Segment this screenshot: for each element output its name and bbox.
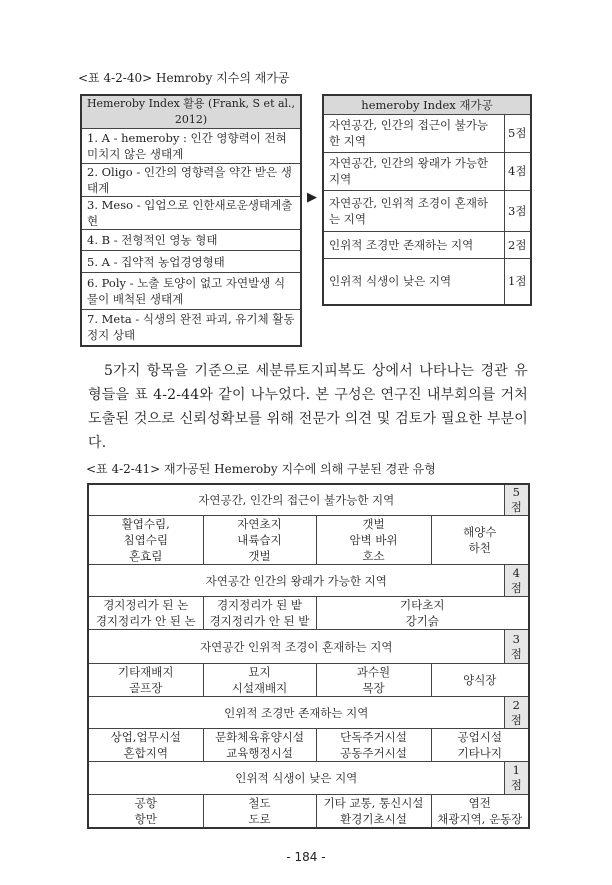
group-header-row — [88, 565, 529, 597]
group-score — [504, 630, 529, 664]
score-unit: 점 — [510, 778, 522, 792]
land-cover-cell: 공업시설 기타나지 — [431, 729, 529, 762]
land-cover-cell: 기타초지 강기슭 — [316, 597, 529, 630]
group-data-row — [88, 597, 529, 630]
table-row: 1. A - hemeroby : 인간 영향력이 전혀 미치지 않은 생태계 — [81, 129, 301, 164]
land-cover-cell: 경지정리가 된 논 경지정리가 안 된 논 — [88, 597, 203, 630]
row-score: 4점 — [504, 152, 531, 190]
hemeroby-index-table — [80, 94, 302, 347]
land-cover-cell: 기타 교통, 통신시설 환경기초시설 — [316, 795, 431, 829]
group-score — [504, 565, 529, 597]
row-label: 자연공간, 인간의 왕래가 가능한 지역 — [323, 152, 504, 190]
table-row: 7. Meta - 식생의 완전 파괴, 유기체 활동 정지 상태 — [81, 310, 301, 346]
group-title: 자연공간 인간의 왕래가 가능한 지역 — [88, 565, 504, 597]
land-cover-cell: 철도 도로 — [203, 795, 316, 829]
land-cover-cell: 묘지 시설재배지 — [203, 664, 316, 697]
landscape-type-table — [87, 483, 530, 830]
top-tables-row — [80, 94, 612, 347]
land-cover-cell: 양식장 — [431, 664, 529, 697]
land-cover-cell: 갯벌 암벽 바위 호소 — [316, 516, 431, 565]
group-title: 자연공간 인위적 조경이 혼재하는 지역 — [88, 630, 504, 664]
group-score — [504, 697, 529, 729]
row-label: 자연공간, 인간의 접근이 불가능한 지역 — [323, 114, 504, 152]
score-number: 3 — [512, 631, 520, 646]
group-score — [504, 484, 529, 516]
land-cover-cell: 자연초지 내륙습지 갯벌 — [203, 516, 316, 565]
group-data-row — [88, 664, 529, 697]
row-label: 자연공간, 인위적 조경이 혼재하는 지역 — [323, 190, 504, 231]
table-caption-4-2-41: <표 4-2-41> 재가공된 Hemeroby 지수에 의해 구분된 경관 유형 — [86, 461, 436, 476]
group-header-row — [88, 630, 529, 664]
group-data-row — [88, 795, 529, 829]
group-title: 자연공간, 인간의 접근이 불가능한 지역 — [88, 484, 504, 516]
land-cover-cell: 단독주거시설 공동주거시설 — [316, 729, 431, 762]
land-cover-cell: 공항 항만 — [88, 795, 203, 829]
group-header-row — [88, 697, 529, 729]
land-cover-cell: 과수원 목장 — [316, 664, 431, 697]
row-label: 인위적 조경만 존재하는 지역 — [323, 231, 504, 258]
table-row: 3. Meso - 입업으로 인한새로운생태계출현 — [81, 197, 301, 230]
row-score: 5점 — [504, 114, 531, 152]
group-data-row — [88, 729, 529, 762]
land-cover-cell: 경지정리가 된 밭 경지정리가 안 된 밭 — [203, 597, 316, 630]
arrow-right-icon: ▶ — [307, 190, 317, 205]
score-number: 4 — [512, 565, 520, 580]
table-header: Hemeroby Index 활용 (Frank, S et al., 2012) — [81, 95, 301, 129]
score-unit: 점 — [510, 712, 522, 727]
table-caption-4-2-40: <표 4-2-40> Hemroby 지수의 재가공 — [78, 71, 290, 85]
land-cover-cell: 기타재배지 골프장 — [88, 664, 203, 697]
table-row: 2. Oligo - 인간의 영향력을 약간 받은 생태계 — [81, 164, 301, 197]
group-data-row — [88, 516, 529, 565]
group-title: 인위적 식생이 낮은 지역 — [88, 762, 504, 795]
hemeroby-reprocessed-table — [322, 94, 532, 306]
page-number: - 184 - — [286, 850, 326, 864]
group-header-row — [88, 762, 529, 795]
group-score — [504, 762, 529, 795]
row-score: 1점 — [504, 258, 531, 305]
group-header-row — [88, 484, 529, 516]
land-cover-cell: 염전 채광지역, 운동장 — [431, 795, 529, 829]
row-score: 2점 — [504, 231, 531, 258]
score-number: 2 — [512, 697, 520, 712]
score-unit: 점 — [510, 646, 522, 661]
score-number: 5 — [512, 484, 520, 499]
table-header: hemeroby Index 재가공 — [323, 95, 531, 114]
score-unit: 점 — [510, 499, 522, 514]
score-number: 1 — [512, 763, 520, 777]
group-title: 인위적 조경만 존재하는 지역 — [88, 697, 504, 729]
land-cover-cell: 문화체육휴양시설 교육행정시설 — [203, 729, 316, 762]
body-paragraph: 5가지 항목을 기준으로 세분류토지피복도 상에서 나타나는 경관 유형들을 표 4-2-44와 같이 나누었다. 본 구성은 연구진 내부회의를 거처 도출된 것으로 신뢰성확보를 위해 전문가 의견 및 검토가 필요한 부분이다. — [88, 362, 528, 451]
row-label: 인위적 식생이 낮은 지역 — [323, 258, 504, 305]
land-cover-cell: 해양수 하천 — [431, 516, 529, 565]
land-cover-cell: 활엽수림, 침엽수림 혼효림 — [88, 516, 203, 565]
score-unit: 점 — [510, 580, 522, 595]
row-score: 3점 — [504, 190, 531, 231]
table-row: 5. A - 집약적 농업경영형태 — [81, 251, 301, 273]
table-row: 6. Poly - 노출 토양이 없고 자연발생 식물이 배척된 생태계 — [81, 273, 301, 310]
table-row: 4. B - 전형적인 영농 형태 — [81, 230, 301, 251]
land-cover-cell: 상업,업무시설 혼합지역 — [88, 729, 203, 762]
